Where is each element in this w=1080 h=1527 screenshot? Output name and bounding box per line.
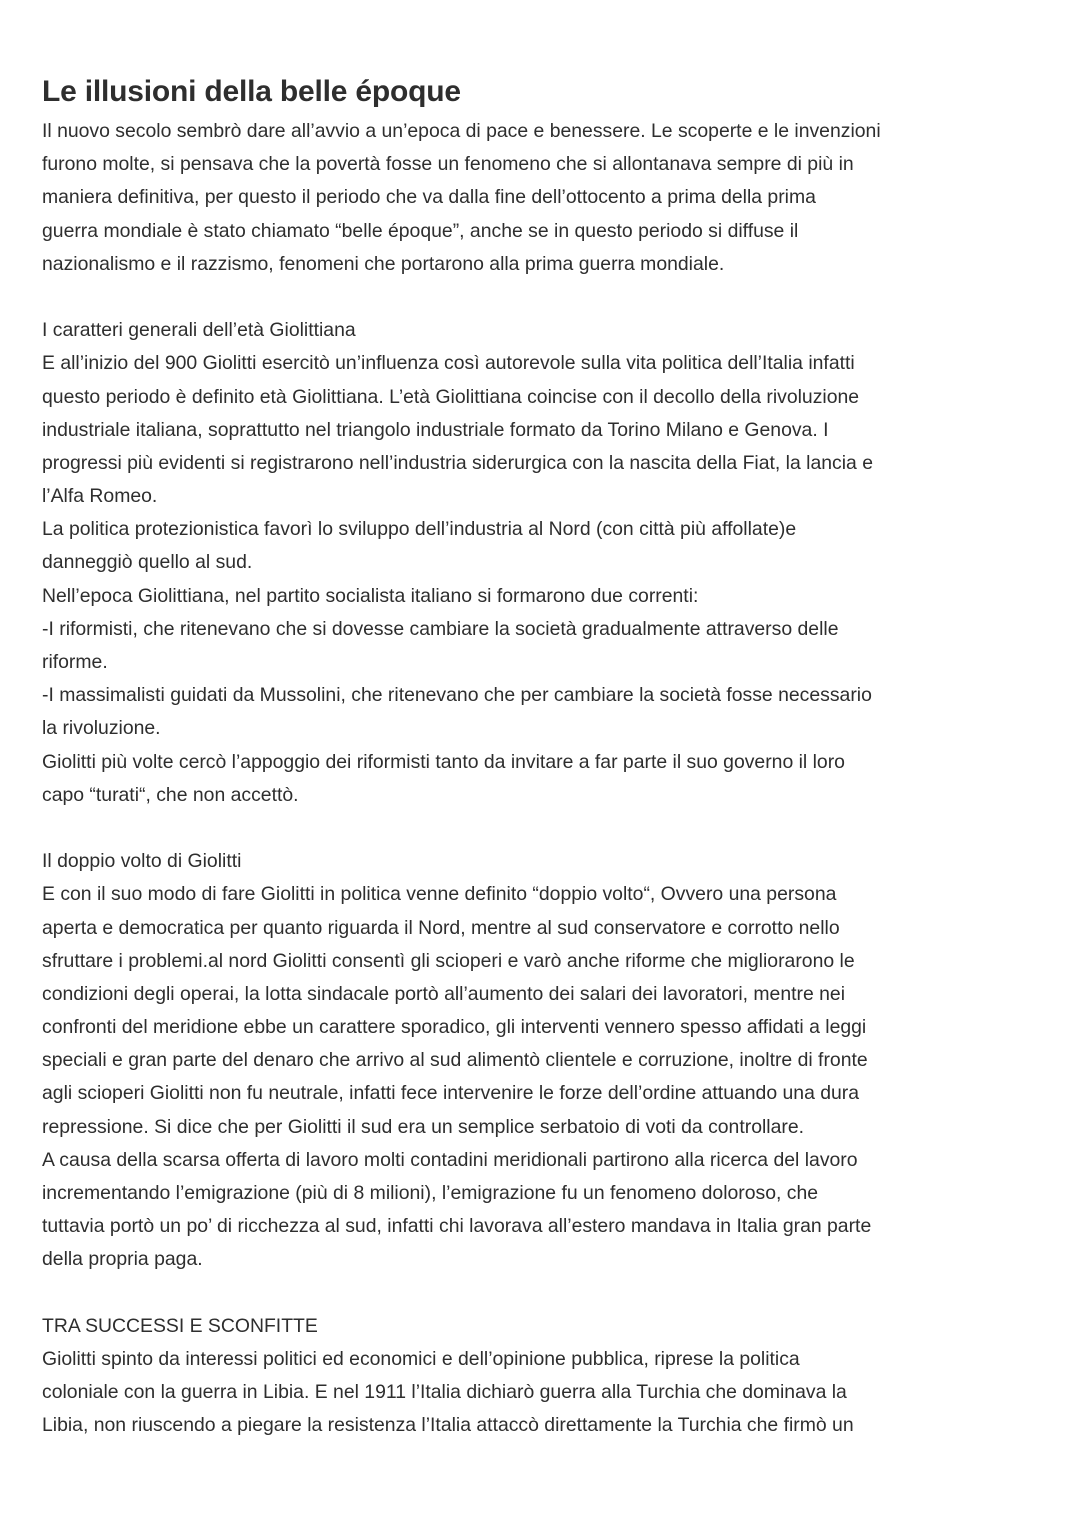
paragraph-line: guerra mondiale è stato chiamato “belle époque”, anche se in questo periodo si diffuse il: [42, 219, 799, 242]
section-heading: I caratteri generali dell’età Giolittiana: [42, 319, 356, 342]
section-heading: Il doppio volto di Giolitti: [42, 850, 242, 873]
document-title: Le illusioni della belle époque: [42, 75, 461, 108]
paragraph-line: -I massimalisti guidati da Mussolini, che ritenevano che per cambiare la società fosse necessario: [42, 684, 872, 707]
paragraph-line: nazionalismo e il razzismo, fenomeni che portarono alla prima guerra mondiale.: [42, 252, 725, 275]
paragraph-line: Giolitti spinto da interessi politici ed economici e dell’opinione pubblica, riprese la politica: [42, 1347, 800, 1370]
paragraph-line: progressi più evidenti si registrarono nell’industria siderurgica con la nascita della Fiat, la lancia e: [42, 451, 873, 474]
paragraph-line: condizioni degli operai, la lotta sindacale portò all’aumento dei salari dei lavoratori, mentre nei: [42, 982, 846, 1005]
paragraph-line: speciali e gran parte del denaro che arrivo al sud alimentò clientele e corruzione, inoltre di fronte: [42, 1049, 868, 1072]
paragraph-line: -I riformisti, che ritenevano che si dovesse cambiare la società gradualmente attraverso delle: [42, 617, 839, 640]
paragraph-line: l’Alfa Romeo.: [42, 485, 158, 508]
paragraph-line: repressione. Si dice che per Giolitti il sud era un semplice serbatoio di voti da controllare.: [42, 1115, 805, 1138]
paragraph-line: tuttavia portò un po’ di ricchezza al sud, infatti chi lavorava all’estero mandava in Italia gran parte: [42, 1215, 872, 1238]
section-heading: TRA SUCCESSI E SCONFITTE: [42, 1314, 318, 1337]
paragraph-line: Libia, non riuscendo a piegare la resistenza l’Italia attaccò direttamente la Turchia che firmò un: [42, 1414, 854, 1437]
document-page: [42, 72, 1042, 1443]
paragraph-line: Giolitti più volte cercò l’appoggio dei riformisti tanto da invitare a far parte il suo governo il loro: [42, 750, 845, 773]
section-spacer: [42, 1277, 1042, 1310]
section-spacer: [42, 812, 1042, 845]
paragraph-line: confronti del meridione ebbe un carattere sporadico, gli interventi vennero spesso affidati a leggi: [42, 1016, 867, 1039]
section-spacer: [42, 281, 1042, 314]
paragraph-line: questo periodo è definito età Giolittiana. L’età Giolittiana coincise con il decollo della rivoluzione: [42, 385, 860, 408]
paragraph-line: aperta e democratica per quanto riguarda il Nord, mentre al sud conservatore e corrotto nello: [42, 916, 840, 939]
paragraph-line: E con il suo modo di fare Giolitti in politica venne definito “doppio volto“, Ovvero una persona: [42, 883, 837, 906]
section-doppio-volto: [42, 845, 1042, 1276]
paragraph-line: agli scioperi Giolitti non fu neutrale, infatti fece intervenire le forze dell’ordine attuando una dura: [42, 1082, 860, 1105]
paragraph-line: maniera definitiva, per questo il periodo che va dalla fine dell’ottocento a prima della prima: [42, 186, 816, 209]
paragraph-line: La politica protezionistica favorì lo sviluppo dell’industria al Nord (con città più affollate)e: [42, 518, 797, 541]
paragraph-line: E all’inizio del 900 Giolitti esercitò un’influenza così autorevole sulla vita politica dell’Italia infatti: [42, 352, 855, 375]
paragraph-line: incrementando l’emigrazione (più di 8 milioni), l’emigrazione fu un fenomeno doloroso, che: [42, 1182, 819, 1204]
paragraph-line: industriale italiana, soprattutto nel triangolo industriale formato da Torino Milano e Genova. I: [42, 418, 829, 441]
paragraph-line: coloniale con la guerra in Libia. E nel 1911 l’Italia dichiarò guerra alla Turchia che dominava la: [42, 1381, 847, 1404]
paragraph-line: sfruttare i problemi.al nord Giolitti consentì gli scioperi e varò anche riforme che migliorarono le: [42, 949, 855, 972]
paragraph-line: Il nuovo secolo sembrò dare all’avvio a un’epoca di pace e benessere. Le scoperte e le invenzioni: [42, 120, 881, 142]
paragraph-line: Nell’epoca Giolittiana, nel partito socialista italiano si formarono due correnti:: [42, 584, 699, 607]
section-eta-giolittiana: [42, 314, 1042, 812]
section-successi-sconfitte: [42, 1310, 1042, 1443]
paragraph-line: della propria paga.: [42, 1248, 203, 1271]
paragraph-line: capo “turati“, che non accettò.: [42, 783, 299, 806]
paragraph-line: furono molte, si pensava che la povertà fosse un fenomeno che si allontanava sempre di più in: [42, 153, 854, 176]
paragraph-line: A causa della scarsa offerta di lavoro molti contadini meridionali partirono alla ricerca del lavoro: [42, 1148, 858, 1171]
paragraph-line: la rivoluzione.: [42, 717, 161, 740]
section-intro: [42, 115, 1042, 281]
paragraph-line: danneggiò quello al sud.: [42, 551, 253, 574]
paragraph-line: riforme.: [42, 651, 108, 673]
